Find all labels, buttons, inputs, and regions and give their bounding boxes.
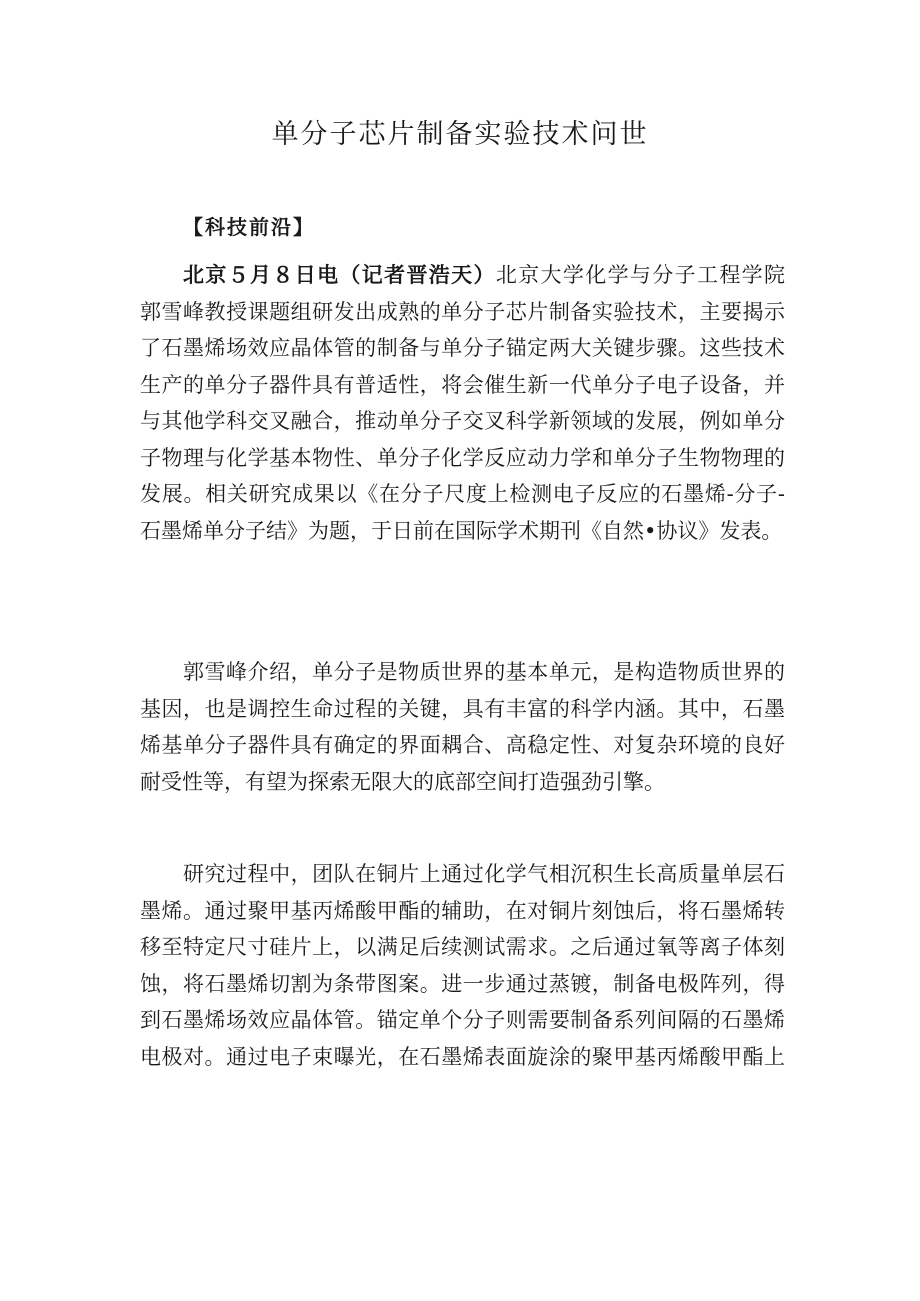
paragraph-3 xyxy=(140,856,785,1075)
paragraph-line: 郭雪峰介绍，单分子是物质世界的基本单元，是构造物质世界的 xyxy=(183,660,785,684)
paragraph-line: 研究过程中，团队在铜片上通过化学气相沉积生长高质量单层石 xyxy=(183,862,785,886)
paragraph-line: 生产的单分子器件具有普适性，将会催生新一代单分子电子设备，并 xyxy=(140,372,785,397)
paragraph-line: 到石墨烯场效应晶体管。锚定单个分子则需要制备系列间隔的石墨烯 xyxy=(140,1008,785,1032)
paragraph-line: 郭雪峰教授课题组研发出成熟的单分子芯片制备实验技术，主要揭示 xyxy=(140,299,785,324)
paragraph-line: 移至特定尺寸硅片上，以满足后续测试需求。之后通过氧等离子体刻 xyxy=(140,935,785,959)
paragraph-1 xyxy=(140,257,785,549)
paragraph-line: 发展。相关研究成果以《在分子尺度上检测电子反应的石墨烯-分子- xyxy=(140,482,785,506)
paragraph-line: 子物理与化学基本物性、单分子化学反应动力学和单分子生物物理的 xyxy=(140,445,785,470)
paragraph-line: 电极对。通过电子束曝光，在石墨烯表面旋涂的聚甲基丙烯酸甲酯上 xyxy=(140,1044,785,1069)
paragraph-line: 烯基单分子器件具有确定的界面耦合、高稳定性、对复杂环境的良好 xyxy=(140,733,785,757)
paragraph-line: 墨烯。通过聚甲基丙烯酸甲酯的辅助，在对铜片刻蚀后，将石墨烯转 xyxy=(140,898,785,923)
section-tag: 【科技前沿】 xyxy=(183,215,315,239)
article-title: 单分子芯片制备实验技术问世 xyxy=(271,119,649,150)
paragraph-2 xyxy=(140,654,785,800)
paragraph-line: 蚀，将石墨烯切割为条带图案。进一步通过蒸镀，制备电极阵列，得 xyxy=(140,971,785,996)
paragraph-line: 与其他学科交叉融合，推动单分子交叉科学新领域的发展，例如单分 xyxy=(140,409,785,433)
paragraph-line: 基因，也是调控生命过程的关键，具有丰富的科学内涵。其中，石墨 xyxy=(140,696,785,721)
paragraph-line: 石墨烯单分子结》为题，于日前在国际学术期刊《自然•协议》发表。 xyxy=(140,518,783,543)
paragraph-line: 了石墨烯场效应晶体管的制备与单分子锚定两大关键步骤。这些技术 xyxy=(140,336,785,360)
paragraph-line: 耐受性等，有望为探索无限大的底部空间打造强劲引擎。 xyxy=(140,769,665,794)
paragraph-line: 北京５月８日电（记者晋浩天）北京大学化学与分子工程学院 xyxy=(183,262,786,287)
dateline: 北京５月８日电（记者晋浩天） xyxy=(183,262,496,287)
